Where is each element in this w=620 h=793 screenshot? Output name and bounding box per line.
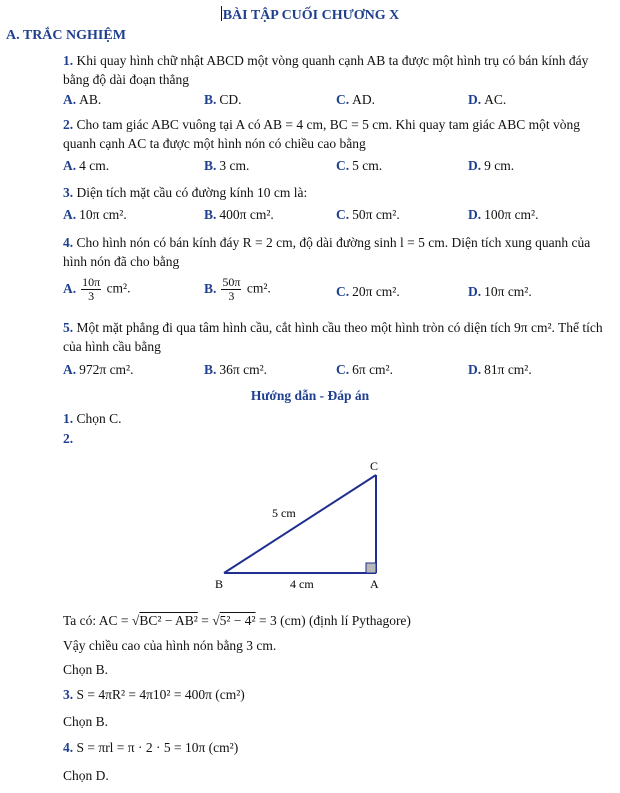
question-text: Cho hình nón có bán kính đáy R = 2 cm, độ dài đường sinh l = 5 cm. Diện tích xung quanh của hình nón đã cho bằng: [63, 235, 591, 269]
option-text: AC.: [484, 92, 507, 107]
option-label: D.: [468, 158, 482, 173]
radicand-2: 5² − 4²: [219, 613, 256, 628]
option-c: [336, 284, 400, 300]
fraction-numerator: 10π: [82, 275, 101, 289]
triangle-figure: [210, 455, 400, 595]
vertex-c-label: C: [370, 459, 379, 473]
title-text: BÀI TẬP CUỐI CHƯƠNG X: [222, 8, 400, 23]
answer-formula: S = 4πR² = 4π10² = 400π (cm²): [76, 687, 245, 702]
question-text: Khi quay hình chữ nhật ABCD một vòng quanh cạnh AB ta được một hình trụ có bán kính đáy bằng độ dài đoạn thẳng: [63, 53, 589, 87]
question-5-options: [63, 362, 603, 382]
radicand-1: BC² − AB²: [139, 613, 198, 628]
answer-3: [63, 687, 245, 703]
answer-3-choice: Chọn B.: [63, 714, 109, 729]
option-label: D.: [468, 284, 482, 299]
option-label: C.: [336, 92, 350, 107]
option-label: C.: [336, 362, 350, 377]
question-text: Cho tam giác ABC vuông tại A có AB = 4 cm, BC = 5 cm. Khi quay tam giác ABC một vòng quanh cạnh AC ta được một hình nón có chiều cao bằng: [63, 117, 580, 151]
option-a: [63, 92, 101, 108]
option-text: 10π cm².: [484, 284, 532, 299]
answer-2-conclusion: Vậy chiều cao của hình nón bằng 3 cm.: [63, 638, 277, 653]
option-label: B.: [204, 158, 217, 173]
answer-number: 2.: [63, 431, 74, 446]
option-label: A.: [63, 280, 77, 296]
vertex-a-label: A: [370, 577, 379, 591]
option-b: [204, 207, 274, 223]
option-d: [468, 158, 514, 174]
option-text: CD.: [219, 92, 242, 107]
answer-key-heading: Hướng dẫn - Đáp án: [250, 388, 370, 403]
option-unit: cm².: [246, 280, 271, 296]
page-title: [0, 6, 620, 24]
text-cursor: [221, 6, 222, 21]
option-label: D.: [468, 207, 482, 222]
option-label: C.: [336, 158, 350, 173]
question-number: 4.: [63, 235, 74, 250]
option-a: [63, 158, 109, 174]
option-b: [204, 158, 249, 174]
question-text: Một mặt phẳng đi qua tâm hình cầu, cắt hình cầu theo một hình tròn có diện tích 9π cm². Thể tích của hình cầu bằng: [63, 320, 603, 354]
sqrt-sign: √: [131, 613, 140, 628]
calc-equals: =: [197, 613, 213, 628]
option-b: [204, 92, 242, 108]
calc-result: = 3 (cm) (định lí Pythagore): [255, 613, 411, 628]
option-text: 972π cm².: [79, 362, 134, 377]
question-1: [63, 51, 603, 89]
question-number: 3.: [63, 185, 74, 200]
option-c: [336, 207, 400, 223]
option-label: B.: [204, 207, 217, 222]
answer-2-calculation: [63, 613, 411, 629]
answer-number: 4.: [63, 740, 74, 755]
question-3-options: [63, 207, 603, 227]
side-bc: [224, 475, 376, 573]
option-label: B.: [204, 92, 217, 107]
answer-2-choice: Chọn B.: [63, 662, 109, 677]
question-5: [63, 318, 603, 356]
option-label: C.: [336, 207, 350, 222]
option-text: 100π cm².: [484, 207, 539, 222]
option-label: C.: [336, 284, 350, 299]
option-text: 5 cm.: [352, 158, 383, 173]
option-a: [63, 362, 133, 378]
option-a: [63, 276, 130, 303]
option-c: [336, 362, 393, 378]
answer-4: [63, 740, 238, 756]
option-text: 3 cm.: [219, 158, 250, 173]
vertex-b-label: B: [215, 577, 224, 591]
fraction: [81, 276, 101, 303]
option-label: A.: [63, 158, 77, 173]
answer-1: [63, 411, 122, 427]
question-1-options: [63, 92, 603, 112]
option-text: 36π cm².: [219, 362, 267, 377]
calc-prefix: Ta có: AC =: [63, 613, 132, 628]
answer-4-choice: Chọn D.: [63, 768, 109, 783]
option-label: A.: [63, 207, 77, 222]
question-number: 2.: [63, 117, 74, 132]
option-d: [468, 207, 538, 223]
answer-formula: S = πrl = π · 2 · 5 = 10π (cm²): [76, 740, 239, 755]
option-label: A.: [63, 92, 77, 107]
question-number: 1.: [63, 53, 74, 68]
option-label: D.: [468, 92, 482, 107]
side-ab-label: 4 cm: [290, 577, 314, 591]
question-4-options: [63, 276, 603, 312]
answer-text: Chọn C.: [76, 411, 122, 426]
answer-number: 1.: [63, 411, 74, 426]
question-number: 5.: [63, 320, 74, 335]
option-text: 9 cm.: [484, 158, 515, 173]
option-text: AD.: [352, 92, 375, 107]
option-unit: cm².: [106, 280, 131, 296]
option-c: [336, 158, 382, 174]
answer-2-number: [63, 431, 73, 447]
question-3: [63, 183, 603, 202]
option-text: AB.: [79, 92, 102, 107]
fraction-denominator: 3: [88, 289, 95, 303]
option-d: [468, 284, 532, 300]
fraction-denominator: 3: [228, 289, 235, 303]
answer-number: 3.: [63, 687, 74, 702]
right-angle-mark: [366, 563, 376, 573]
option-a: [63, 207, 127, 223]
option-label: B.: [204, 362, 217, 377]
fraction-numerator: 50π: [222, 275, 241, 289]
option-d: [468, 92, 506, 108]
question-2: [63, 115, 603, 153]
side-bc-label: 5 cm: [272, 506, 296, 520]
option-c: [336, 92, 375, 108]
option-text: 10π cm².: [79, 207, 127, 222]
fraction: [221, 276, 241, 303]
option-text: 50π cm².: [352, 207, 400, 222]
option-d: [468, 362, 532, 378]
option-text: 400π cm².: [219, 207, 274, 222]
option-label: A.: [63, 362, 77, 377]
sqrt-sign: √: [212, 613, 220, 628]
option-text: 20π cm².: [352, 284, 400, 299]
option-label: D.: [468, 362, 482, 377]
question-text: Diện tích mặt cầu có đường kính 10 cm là:: [76, 185, 308, 200]
section-heading: A. TRẮC NGHIỆM: [6, 28, 126, 43]
option-text: 81π cm².: [484, 362, 532, 377]
question-4: [63, 233, 603, 271]
option-label: B.: [204, 280, 217, 296]
option-text: 4 cm.: [79, 158, 110, 173]
option-b: [204, 276, 271, 303]
question-2-options: [63, 158, 603, 178]
option-text: 6π cm².: [352, 362, 393, 377]
option-b: [204, 362, 267, 378]
